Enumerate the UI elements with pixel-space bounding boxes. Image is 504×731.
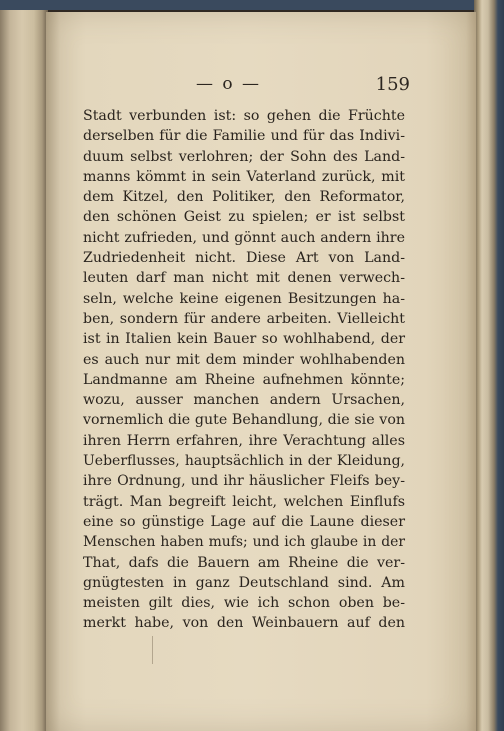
ink-mark: [152, 636, 153, 664]
text-line: derselben für die Familie und für das Indivi-: [83, 128, 405, 145]
text-line: Menschen haben mufs; und ich glaube in der: [83, 534, 405, 551]
text-line: manns kömmt in sein Vaterland zurück, mit: [83, 168, 405, 185]
text-line: Landmanne am Rheine aufnehmen könnte;: [83, 371, 405, 388]
text-line: gnügtesten in ganz Deutschland sind. Am: [83, 574, 405, 591]
facing-page-edge: [0, 10, 48, 731]
text-line: ist in Italien kein Bauer so wohlhabend, der: [83, 331, 405, 348]
text-line: vornemlich die gute Behandlung, die sie von: [83, 412, 405, 429]
text-line: ihre Ordnung, und ihr häuslicher Fleifs bey-: [83, 473, 405, 490]
text-line: leuten darf man nicht mit denen verwech-: [83, 270, 405, 287]
text-line: merkt habe, von den Weinbauern auf den: [83, 615, 405, 632]
text-line: nicht zufrieden, und gönnt auch andern ihre: [83, 229, 405, 246]
text-line: es auch nur mit dem minder wohlhabenden: [83, 351, 405, 368]
header-ornament: — o —: [196, 74, 262, 94]
text-line: wozu, ausser manchen andern Ursachen,: [83, 392, 405, 409]
text-line: That, dafs die Bauern am Rheine die ver-: [83, 554, 405, 571]
text-line: ben, sondern für andere arbeiten. Vielleicht: [83, 310, 405, 327]
text-line: duum selbst verlohren; der Sohn des Land-: [83, 148, 405, 165]
page-edges-right: [474, 0, 504, 731]
text-line: dem Kitzel, den Politiker, den Reformator,: [83, 189, 405, 206]
text-line: trägt. Man begreift leicht, welchen Einflufs: [83, 493, 405, 510]
text-line: Ueberflusses, hauptsächlich in der Kleidung,: [83, 453, 405, 470]
body-text: [83, 106, 405, 634]
text-line: Stadt verbunden ist: so gehen die Früchte: [83, 108, 405, 124]
text-line: ihren Herrn erfahren, ihre Verachtung alles: [83, 432, 405, 449]
page-number: 159: [375, 74, 410, 95]
text-line: eine so günstige Lage auf die Laune dieser: [83, 513, 405, 530]
text-line: den schönen Geist zu spielen; er ist selbst: [83, 209, 405, 226]
text-line: seln, welche keine eigenen Besitzungen ha-: [83, 290, 405, 307]
text-line: Zudriedenheit nicht. Diese Art von Land-: [83, 250, 405, 267]
running-header: [196, 74, 416, 98]
book-cover-top-edge: [0, 0, 504, 10]
text-line: meisten gilt dies, wie ich schon oben be-: [83, 595, 405, 612]
